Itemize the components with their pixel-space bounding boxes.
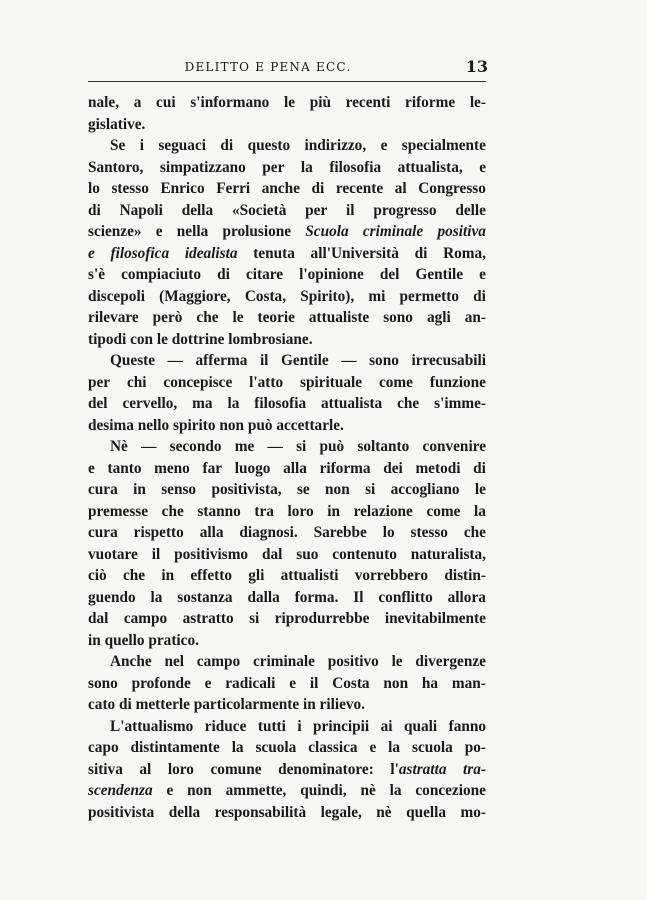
word: allora bbox=[447, 588, 486, 606]
body-text bbox=[88, 92, 486, 823]
word: Roma, bbox=[443, 244, 486, 262]
word: dalla bbox=[247, 588, 280, 606]
word: Gentile bbox=[281, 352, 329, 369]
word: però bbox=[152, 309, 183, 326]
text-line bbox=[88, 501, 486, 523]
text-line bbox=[88, 415, 486, 437]
word: discepoli bbox=[88, 287, 145, 305]
word: positivismo bbox=[174, 545, 249, 563]
word: capo bbox=[88, 739, 119, 756]
word: comune bbox=[210, 760, 262, 778]
word: nello bbox=[137, 416, 170, 434]
word: gli bbox=[248, 567, 265, 584]
word: rispetto bbox=[133, 524, 184, 541]
word: campo bbox=[123, 610, 168, 627]
word: gislative. bbox=[88, 115, 146, 133]
word: Gentile bbox=[415, 266, 464, 283]
header-rule bbox=[88, 81, 486, 82]
word: tipodi bbox=[88, 330, 127, 348]
word: chi bbox=[126, 373, 147, 391]
word: può bbox=[319, 438, 345, 455]
word: diagnosi. bbox=[239, 524, 298, 541]
word: Enrico bbox=[160, 180, 205, 197]
word: loro bbox=[167, 760, 194, 778]
text-line bbox=[88, 630, 486, 652]
word: non bbox=[219, 416, 245, 434]
word: concezione bbox=[415, 782, 486, 799]
word: criminale bbox=[252, 653, 315, 670]
word: sostanza bbox=[177, 588, 233, 606]
word: man- bbox=[451, 674, 486, 692]
word: riduce bbox=[204, 717, 247, 735]
word: filosofia bbox=[254, 395, 307, 412]
word: e bbox=[166, 782, 174, 799]
word: positivo bbox=[327, 653, 379, 670]
word: metodi bbox=[415, 459, 461, 477]
word: che bbox=[161, 502, 184, 520]
word: la bbox=[474, 502, 486, 520]
word: campo bbox=[196, 653, 241, 670]
word: cato bbox=[88, 696, 116, 713]
word: tutti bbox=[257, 717, 286, 735]
word: al bbox=[394, 180, 407, 197]
word: di bbox=[473, 287, 486, 305]
word: e bbox=[479, 266, 486, 283]
word: — bbox=[167, 352, 183, 369]
word: recenti bbox=[345, 94, 391, 111]
word: il bbox=[151, 545, 161, 563]
word: criminale bbox=[362, 223, 424, 240]
word: indirizzo, bbox=[304, 137, 367, 154]
word: Spirito), bbox=[300, 287, 355, 305]
word: non bbox=[187, 782, 212, 799]
word: la bbox=[150, 588, 163, 606]
text-line bbox=[88, 587, 486, 609]
word: sono bbox=[369, 352, 399, 369]
word: ma bbox=[192, 395, 213, 412]
text-line bbox=[88, 436, 486, 458]
text-line bbox=[88, 307, 486, 329]
word: le bbox=[474, 481, 486, 498]
text-line bbox=[88, 651, 486, 673]
word: rilevare bbox=[88, 309, 139, 326]
word: scuola bbox=[412, 739, 453, 756]
word: teorie bbox=[257, 309, 295, 326]
text-line bbox=[88, 200, 486, 222]
word: all'Università bbox=[310, 244, 399, 262]
word: attualista, bbox=[397, 158, 463, 176]
word: idealista bbox=[184, 244, 238, 262]
word: positivista bbox=[88, 803, 155, 821]
word: positiva bbox=[437, 223, 486, 240]
word: Ferri bbox=[216, 180, 251, 197]
text-line bbox=[88, 737, 486, 759]
word: con bbox=[130, 330, 154, 348]
word: sitiva bbox=[88, 760, 123, 778]
word: naturalista, bbox=[410, 545, 486, 563]
word: me bbox=[234, 438, 255, 455]
word: attualisti bbox=[280, 567, 339, 584]
text-line bbox=[88, 458, 486, 480]
word: dal bbox=[261, 545, 283, 563]
word: in bbox=[161, 567, 175, 584]
running-title: DELITTO E PENA ECC. bbox=[184, 60, 352, 74]
word: Napoli bbox=[119, 201, 163, 219]
word: di bbox=[88, 201, 101, 219]
word: stesso bbox=[111, 180, 149, 197]
word: tenuta bbox=[253, 244, 295, 262]
word: mo- bbox=[460, 803, 486, 821]
word: Nè bbox=[110, 438, 128, 455]
word: ai bbox=[380, 717, 393, 735]
word: le bbox=[283, 94, 296, 111]
word: sono bbox=[88, 674, 118, 692]
word: stanno bbox=[197, 502, 241, 520]
word: accogliano bbox=[390, 481, 460, 498]
text-line bbox=[88, 694, 486, 716]
word: per bbox=[88, 373, 111, 391]
word: agli bbox=[426, 309, 451, 326]
word: metterle bbox=[135, 696, 190, 713]
word: recente bbox=[335, 180, 384, 197]
text-line bbox=[88, 221, 486, 243]
text-line bbox=[88, 243, 486, 265]
word: loro bbox=[287, 502, 314, 520]
word: ha bbox=[421, 674, 439, 692]
word: come bbox=[378, 373, 413, 391]
word: che bbox=[122, 567, 146, 584]
word: e bbox=[380, 137, 388, 154]
text-line bbox=[88, 522, 486, 544]
word: di bbox=[217, 266, 230, 283]
word: meno bbox=[154, 459, 190, 477]
word: attualista bbox=[321, 395, 383, 412]
word: nè bbox=[376, 803, 392, 821]
word: ciò bbox=[88, 567, 107, 584]
word: forma. bbox=[294, 588, 339, 606]
word: che bbox=[463, 524, 486, 541]
word: stesso bbox=[410, 524, 448, 541]
word: per bbox=[262, 158, 285, 176]
word: nale, bbox=[88, 94, 120, 111]
word: citare bbox=[245, 266, 284, 283]
word: rilievo. bbox=[319, 696, 365, 713]
word: del bbox=[88, 395, 108, 412]
word: la bbox=[227, 395, 240, 412]
text-line bbox=[88, 372, 486, 394]
word: le bbox=[232, 309, 244, 326]
word: attualiste bbox=[308, 309, 370, 326]
word: le- bbox=[469, 94, 486, 111]
word: sono bbox=[383, 309, 413, 326]
word: i bbox=[297, 717, 302, 735]
word: riforme bbox=[405, 94, 456, 111]
word: di bbox=[311, 180, 325, 197]
word: della bbox=[168, 803, 201, 821]
word: premesse bbox=[88, 502, 149, 520]
word: effetto bbox=[190, 567, 232, 584]
word: quindi, bbox=[300, 782, 347, 799]
word: nè bbox=[360, 782, 376, 799]
word: cura bbox=[88, 524, 118, 541]
word: che bbox=[397, 395, 420, 412]
word: compiaciuto bbox=[121, 266, 201, 283]
word: quello bbox=[104, 631, 145, 649]
word: i bbox=[139, 137, 144, 154]
word: — bbox=[341, 352, 357, 369]
text-line bbox=[88, 92, 486, 114]
word: scienze» bbox=[88, 223, 142, 240]
word: Queste bbox=[110, 352, 156, 369]
word: tra- bbox=[463, 760, 486, 778]
word: lombrosiane. bbox=[228, 330, 313, 348]
word: concepisce bbox=[163, 373, 233, 391]
word: quali bbox=[403, 717, 438, 735]
word: Congresso bbox=[418, 180, 486, 197]
word: in bbox=[133, 481, 146, 498]
word: Costa bbox=[332, 674, 370, 692]
word: Se bbox=[110, 137, 126, 154]
word: il bbox=[309, 674, 319, 692]
text-line bbox=[88, 759, 486, 781]
word: — bbox=[267, 438, 283, 455]
word: secondo bbox=[169, 438, 222, 455]
word: si bbox=[296, 438, 307, 455]
word: Sarebbe bbox=[313, 524, 367, 541]
word: distintamente bbox=[130, 739, 220, 756]
word: Anche bbox=[110, 653, 152, 670]
word: «Società bbox=[231, 201, 287, 219]
word: e bbox=[289, 674, 297, 692]
word: responsabilità bbox=[214, 803, 307, 821]
word: distin- bbox=[444, 567, 486, 584]
word: irrecusabili bbox=[411, 352, 486, 369]
word: le bbox=[156, 330, 168, 348]
word: e bbox=[204, 674, 212, 692]
word: luogo bbox=[234, 459, 271, 477]
word: seguaci bbox=[158, 137, 206, 154]
word: po- bbox=[464, 739, 486, 756]
word: dei bbox=[383, 459, 403, 477]
text-line bbox=[88, 350, 486, 372]
word: Costa, bbox=[244, 287, 287, 305]
word: afferma bbox=[195, 352, 248, 369]
word: funzione bbox=[429, 373, 486, 391]
word: s'è bbox=[88, 266, 105, 283]
word: non bbox=[383, 674, 409, 692]
text-line bbox=[88, 673, 486, 695]
word: classica bbox=[308, 739, 358, 756]
word: non bbox=[325, 481, 350, 498]
word: la bbox=[389, 782, 402, 799]
word: il bbox=[259, 352, 269, 369]
word: lo bbox=[88, 180, 100, 197]
text-line bbox=[88, 157, 486, 179]
text-line bbox=[88, 608, 486, 630]
word: filosofia bbox=[329, 158, 382, 176]
word: principii bbox=[313, 717, 370, 735]
word: di bbox=[414, 244, 428, 262]
word: vuotare bbox=[88, 545, 138, 563]
word: cura bbox=[88, 481, 118, 498]
word: astratto bbox=[182, 610, 234, 627]
word: in bbox=[302, 696, 316, 713]
word: riprodurrebbe bbox=[274, 610, 370, 627]
text-line bbox=[88, 264, 486, 286]
text-line bbox=[88, 565, 486, 587]
word: filosofica bbox=[110, 244, 170, 262]
text-line bbox=[88, 329, 486, 351]
word: alla bbox=[199, 524, 224, 541]
word: quella bbox=[406, 803, 447, 821]
word: lo bbox=[382, 524, 395, 541]
word: senso bbox=[161, 481, 197, 498]
word: la bbox=[300, 158, 313, 176]
word: questo bbox=[247, 137, 291, 154]
word: in bbox=[88, 631, 101, 649]
word: come bbox=[426, 502, 461, 520]
word: (Maggiore, bbox=[159, 287, 231, 305]
word: a bbox=[133, 94, 142, 111]
word: legale, bbox=[320, 803, 362, 821]
word: che bbox=[196, 309, 219, 326]
word: la bbox=[231, 739, 244, 756]
word: radicali bbox=[225, 674, 276, 692]
word: progresso bbox=[373, 201, 437, 219]
word: tanto bbox=[107, 459, 142, 477]
text-line bbox=[88, 544, 486, 566]
word: se bbox=[296, 481, 310, 498]
word: divergenze bbox=[415, 653, 486, 670]
word: pratico. bbox=[148, 631, 199, 649]
word: particolarmente bbox=[193, 696, 300, 713]
word: di bbox=[473, 459, 486, 477]
word: spirito bbox=[173, 416, 216, 434]
word: s'informano bbox=[190, 94, 270, 111]
word: si bbox=[249, 610, 260, 627]
word: an- bbox=[464, 309, 486, 326]
word: e bbox=[155, 223, 163, 240]
word: può bbox=[247, 416, 273, 434]
word: e bbox=[88, 459, 95, 477]
text-line bbox=[88, 802, 486, 824]
word: simpatizzano bbox=[159, 158, 246, 176]
word: al bbox=[139, 760, 152, 778]
word: specialmente bbox=[401, 137, 486, 154]
word: relazione bbox=[353, 502, 413, 520]
word: nel bbox=[164, 653, 184, 670]
word: conflitto bbox=[378, 588, 433, 606]
word: scuola bbox=[255, 739, 297, 756]
word: alla bbox=[283, 459, 307, 477]
word: della bbox=[181, 201, 214, 219]
word: dottrine bbox=[171, 330, 225, 348]
word: inevitabilmente bbox=[384, 610, 486, 627]
word: l'opinione bbox=[299, 266, 364, 283]
word: e bbox=[479, 158, 486, 176]
word: nella bbox=[176, 223, 209, 240]
page-number: 13 bbox=[465, 57, 488, 76]
word: cervello, bbox=[122, 395, 178, 412]
word: Il bbox=[353, 588, 364, 606]
text-line bbox=[88, 393, 486, 415]
text-line bbox=[88, 286, 486, 308]
word: cui bbox=[156, 94, 176, 111]
word: spirituale bbox=[300, 373, 363, 391]
word: Santoro, bbox=[88, 158, 144, 176]
word: convenire bbox=[422, 438, 486, 455]
word: permetto bbox=[399, 287, 459, 305]
word: suo bbox=[296, 545, 319, 563]
word: soltanto bbox=[357, 438, 410, 455]
word: contenuto bbox=[332, 545, 397, 563]
word: scendenza bbox=[88, 782, 153, 799]
word: — bbox=[141, 438, 157, 455]
word: guendo bbox=[88, 588, 136, 606]
word: del bbox=[379, 266, 400, 283]
word: e bbox=[369, 739, 377, 756]
text-line bbox=[88, 479, 486, 501]
word: più bbox=[309, 94, 331, 111]
word: dal bbox=[88, 610, 109, 627]
word: fanno bbox=[448, 717, 486, 735]
word: s'imme- bbox=[434, 395, 486, 412]
running-header bbox=[88, 57, 488, 78]
word: denominatore: bbox=[278, 760, 374, 778]
word: desima bbox=[88, 416, 134, 434]
word: prolusione bbox=[222, 223, 292, 240]
word: il bbox=[346, 201, 355, 219]
word: delle bbox=[455, 201, 486, 219]
word: tra bbox=[254, 502, 274, 520]
word: l'astratta bbox=[390, 760, 447, 778]
text-line bbox=[88, 114, 486, 136]
word: profonde bbox=[131, 674, 191, 692]
word: si bbox=[365, 481, 376, 498]
word: e bbox=[88, 244, 95, 262]
word: per bbox=[305, 201, 328, 219]
word: Scuola bbox=[305, 223, 349, 240]
word: accettarle. bbox=[276, 416, 344, 434]
word: ammette, bbox=[225, 782, 287, 799]
text-line bbox=[88, 716, 486, 738]
word: di bbox=[119, 696, 132, 713]
word: la bbox=[388, 739, 401, 756]
word: L'attualismo bbox=[110, 717, 194, 735]
word: riforma bbox=[319, 459, 371, 477]
word: positivista, bbox=[211, 481, 282, 498]
text-line bbox=[88, 780, 486, 802]
word: far bbox=[202, 459, 223, 477]
word: mi bbox=[368, 287, 386, 305]
word: l'atto bbox=[249, 373, 284, 391]
text-line bbox=[88, 135, 486, 157]
word: di bbox=[220, 137, 234, 154]
word: le bbox=[391, 653, 403, 670]
text-line bbox=[88, 178, 486, 200]
word: vorrebbero bbox=[354, 567, 429, 584]
word: in bbox=[327, 502, 340, 520]
word: anche bbox=[261, 180, 300, 197]
